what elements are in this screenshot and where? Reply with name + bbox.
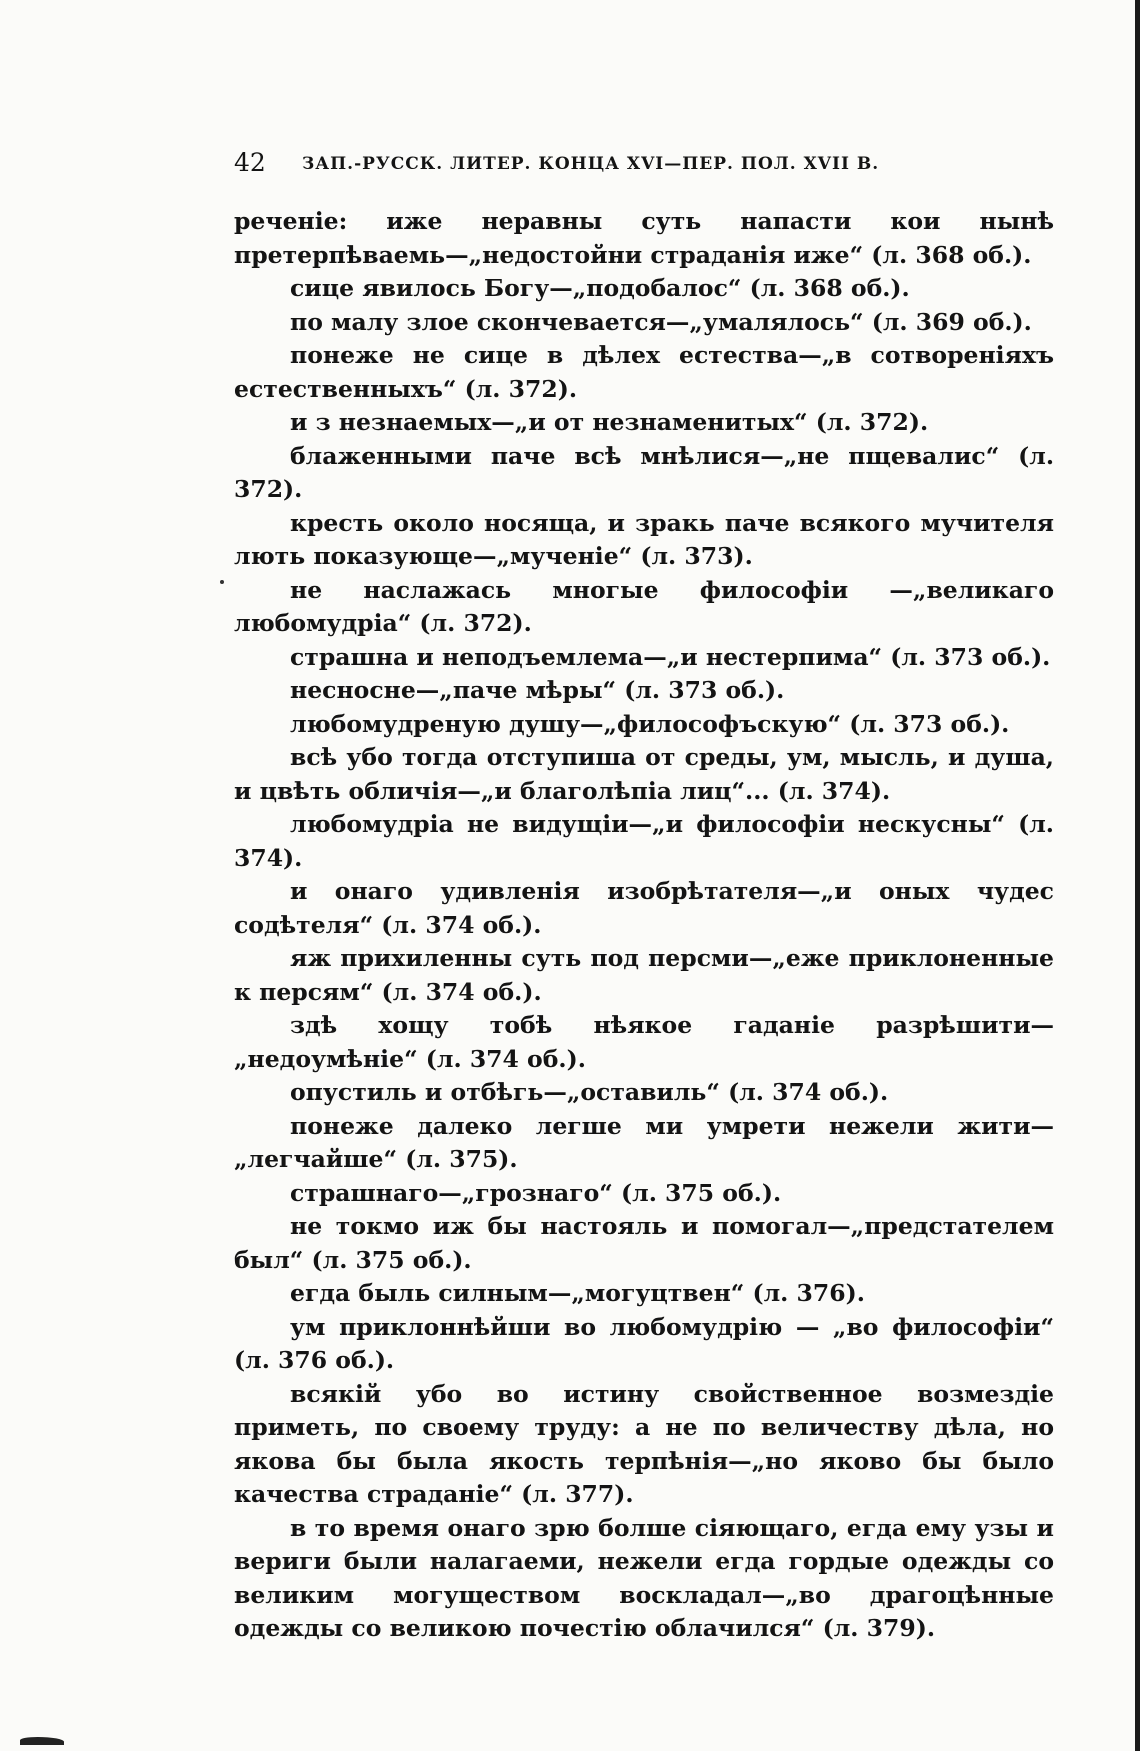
paragraph-22: ум приклоннѣйши во любомудрію — „во философіи“ (л. 376 об.). (234, 1312, 1054, 1374)
paragraph-11: любомудреную душу—„философъскую“ (л. 373 об.). (290, 709, 1010, 738)
paragraph-13: любомудріа не видущіи—„и философіи нескусны“ (л. 374). (234, 810, 1054, 872)
page-number: 42 (234, 148, 266, 177)
running-title: ЗАП.-РУССК. ЛИТЕР. КОНЦА XVI—ПЕР. ПОЛ. XVII В. (302, 154, 880, 174)
paragraph-16: здѣ хощу тобѣ нѣякое гаданіе разрѣшити—„недоумѣніе“ (л. 374 об.). (234, 1011, 1054, 1073)
paragraph-15: яж прихиленны суть под персми—„еже приклоненные к персям“ (л. 374 об.). (234, 944, 1054, 1006)
scan-corner-mark (20, 1737, 64, 1745)
paragraph-3: по малу злое скончевается—„умалялось“ (л. 369 об.). (290, 307, 1032, 336)
paragraph-8: не наслажась многые философіи —„великаго любомудріа“ (л. 372). (234, 575, 1054, 637)
paragraph-5: и з незнаемых—„и от незнаменитых“ (л. 372). (290, 408, 929, 436)
paragraph-23: всякій убо во истину свойственное возмездіе приметь, по своему труду: а не по величеству дѣла, но якова бы была якость терпѣнія—„но яково бы было качества страданіе“ (л. 377). (234, 1379, 1054, 1508)
paragraph-18: понеже далеко легше ми умрети нежели жити—„легчайше“ (л. 375). (234, 1111, 1054, 1173)
paragraph-14: и онаго удивленія изобрѣтателя—„и оных чудес содѣтеля“ (л. 374 об.). (234, 877, 1054, 939)
paragraph-2: сице явилось Богу—„подобалос“ (л. 368 об.). (290, 274, 910, 302)
page-edge-shadow (1135, 0, 1140, 1751)
stray-dot (220, 580, 224, 584)
body-text (234, 205, 1054, 1646)
paragraph-7: кресть около носяща, и зракь паче всякого мучителя лють показующе—„мученіе“ (л. 373). (234, 508, 1054, 570)
paragraph-21: егда быль силным—„могуцтвен“ (л. 376). (290, 1279, 865, 1307)
paragraph-6: блаженными паче всѣ мнѣлися—„не пщевалис“ (л. 372). (234, 441, 1054, 503)
paragraph-12: всѣ убо тогда отступиша от среды, ум, мысль, и душа, и цвѣть обличія—„и благолѣпіа лиц“... (л. 374). (234, 743, 1054, 805)
paragraph-4: понеже не сице в дѣлех естества—„в сотвореніяхъ естественныхъ“ (л. 372). (234, 341, 1054, 403)
paragraph-10: несносне—„паче мѣры“ (л. 373 об.). (290, 676, 785, 704)
paragraph-20: не токмо иж бы настояль и помогал—„предстателем был“ (л. 375 об.). (234, 1212, 1054, 1274)
paragraph-9: страшна и неподъемлема—„и нестерпима“ (л. 373 об.). (290, 642, 1051, 671)
paragraph-24: в то время онаго зрю болше сіяющаго, егда ему узы и вериги были налагаеми, нежели егда гордые одежды со великим могуществом воскладал—„во драгоцѣнные одежды со великою почестію облачился“ (л. 379). (234, 1513, 1054, 1642)
paragraph-17: опустиль и отбѣгь—„оставиль“ (л. 374 об.). (290, 1078, 889, 1106)
paragraph-19: страшнаго—„грознаго“ (л. 375 об.). (290, 1178, 782, 1207)
paragraph-1: реченіе: иже неравны суть напасти кои нынѣ претерпѣваемь—„недостойни страданія иже“ (л. 368 об.). (234, 207, 1054, 269)
